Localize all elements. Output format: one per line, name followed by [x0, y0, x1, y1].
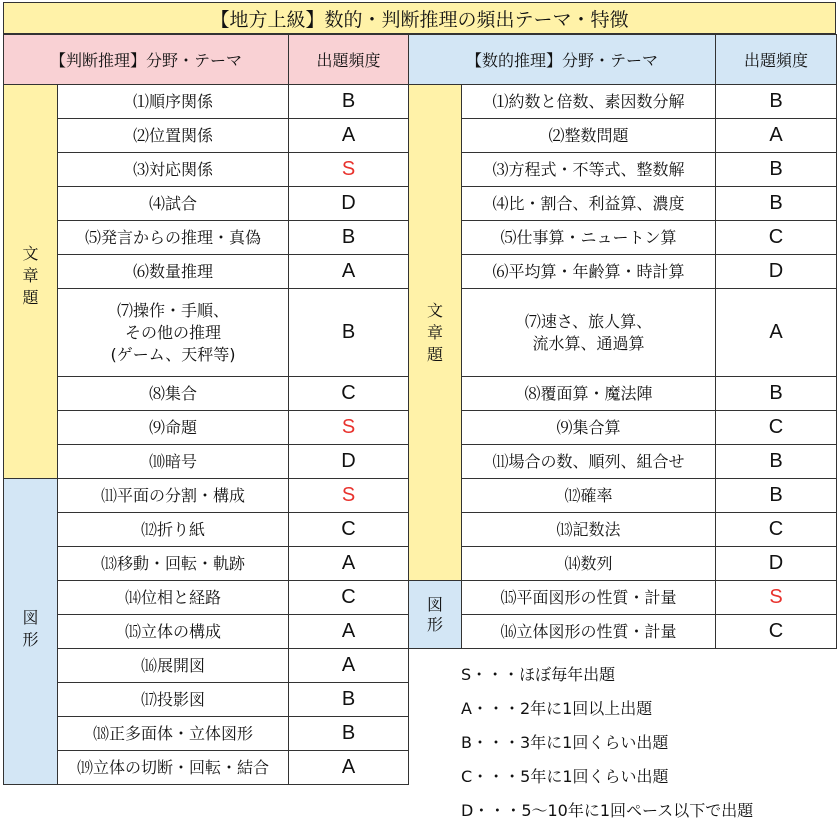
topic-cell: ⑴順序関係 — [58, 85, 289, 119]
topic-cell: ⑻集合 — [58, 377, 289, 411]
left-header-topic: 【判断推理】分野・テーマ — [4, 35, 289, 85]
left-category-word-problems: 文 章 題 — [4, 85, 58, 479]
topic-cell-multiline: ⑺速さ、旅人算、 流水算、通過算 — [462, 289, 716, 377]
right-category-word-problems: 文 章 題 — [409, 85, 462, 581]
topic-cell: ⑼命題 — [58, 411, 289, 445]
frequency-cell: A — [716, 119, 837, 153]
frequency-cell: B — [716, 187, 837, 221]
legend-item-d: D・・・5～10年に1回ペース以下で出題 — [461, 801, 754, 820]
topic-cell: ⑷試合 — [58, 187, 289, 221]
legend-item-s: S・・・ほぼ毎年出題 — [461, 665, 616, 684]
topic-cell: ⒅正多面体・立体図形 — [58, 717, 289, 751]
frequency-cell: B — [716, 377, 837, 411]
legend-item-c: C・・・5年に1回くらい出題 — [461, 767, 669, 786]
frequency-cell: C — [716, 411, 837, 445]
topic-cell: ⑷比・割合、利益算、濃度 — [462, 187, 716, 221]
topic-cell: ⑸発言からの推理・真偽 — [58, 221, 289, 255]
topic-cell: ⑸仕事算・ニュートン算 — [462, 221, 716, 255]
frequency-cell: S — [716, 581, 837, 615]
topic-cell: ⒂平面図形の性質・計量 — [462, 581, 716, 615]
frequency-cell: C — [716, 221, 837, 255]
frequency-cell: C — [289, 377, 409, 411]
topic-cell: ⑽暗号 — [58, 445, 289, 479]
topic-cell: ⑴約数と倍数、素因数分解 — [462, 85, 716, 119]
topic-cell: ⑾場合の数、順列、組合せ — [462, 445, 716, 479]
topic-cell: ⑵整数問題 — [462, 119, 716, 153]
topic-cell: ⑹数量推理 — [58, 255, 289, 289]
topic-cell: ⒃立体図形の性質・計量 — [462, 615, 716, 649]
frequency-cell: C — [289, 513, 409, 547]
frequency-cell: C — [716, 615, 837, 649]
topic-cell: ⑼集合算 — [462, 411, 716, 445]
topic-cell: ⑿確率 — [462, 479, 716, 513]
frequency-cell: A — [716, 289, 837, 377]
legend-item-b: B・・・3年に1回くらい出題 — [461, 733, 669, 752]
judgment-reasoning-table — [3, 34, 409, 785]
frequency-cell: B — [289, 717, 409, 751]
topic-cell: ⑵位置関係 — [58, 119, 289, 153]
topic-cell: ⒄投影図 — [58, 683, 289, 717]
topic-cell: ⑿折り紙 — [58, 513, 289, 547]
left-category-figures: 図 形 — [4, 479, 58, 785]
frequency-cell: D — [716, 547, 837, 581]
topic-cell: ⑶方程式・不等式、整数解 — [462, 153, 716, 187]
topic-cell: ⑶対応関係 — [58, 153, 289, 187]
topic-cell: ⒁位相と経路 — [58, 581, 289, 615]
topic-cell: ⒀記数法 — [462, 513, 716, 547]
frequency-cell: A — [289, 255, 409, 289]
frequency-cell: D — [289, 445, 409, 479]
frequency-cell: B — [716, 85, 837, 119]
frequency-cell: S — [289, 153, 409, 187]
frequency-cell: A — [289, 751, 409, 785]
frequency-cell: A — [289, 615, 409, 649]
frequency-cell: B — [716, 153, 837, 187]
frequency-cell: C — [289, 581, 409, 615]
left-header-frequency: 出題頻度 — [289, 35, 409, 85]
topic-cell: ⑻覆面算・魔法陣 — [462, 377, 716, 411]
topic-cell: ⒂立体の構成 — [58, 615, 289, 649]
frequency-cell: B — [716, 445, 837, 479]
frequency-cell: B — [289, 683, 409, 717]
numerical-reasoning-table — [408, 34, 837, 649]
frequency-legend — [461, 658, 831, 828]
right-category-figures: 図 形 — [409, 581, 462, 649]
legend-item-a: A・・・2年に1回以上出題 — [461, 699, 653, 718]
frequency-cell: B — [289, 85, 409, 119]
topic-cell: ⒁数列 — [462, 547, 716, 581]
frequency-cell: A — [289, 119, 409, 153]
topic-cell: ⒀移動・回転・軌跡 — [58, 547, 289, 581]
frequency-cell: C — [716, 513, 837, 547]
frequency-cell: A — [289, 649, 409, 683]
frequency-cell: A — [289, 547, 409, 581]
page-title: 【地方上級】数的・判断推理の頻出テーマ・特徴 — [3, 2, 836, 34]
topic-cell: ⒆立体の切断・回転・結合 — [58, 751, 289, 785]
topic-cell: ⑾平面の分割・構成 — [58, 479, 289, 513]
frequency-cell: S — [289, 411, 409, 445]
frequency-cell: B — [716, 479, 837, 513]
frequency-cell: B — [289, 289, 409, 377]
right-header-topic: 【数的推理】分野・テーマ — [409, 35, 716, 85]
frequency-cell: D — [716, 255, 837, 289]
frequency-cell: D — [289, 187, 409, 221]
topic-cell: ⒃展開図 — [58, 649, 289, 683]
topic-cell: ⑹平均算・年齢算・時計算 — [462, 255, 716, 289]
topic-cell-multiline: ⑺操作・手順、 その他の推理 (ゲーム、天秤等) — [58, 289, 289, 377]
right-header-frequency: 出題頻度 — [716, 35, 837, 85]
frequency-cell: B — [289, 221, 409, 255]
frequency-cell: S — [289, 479, 409, 513]
